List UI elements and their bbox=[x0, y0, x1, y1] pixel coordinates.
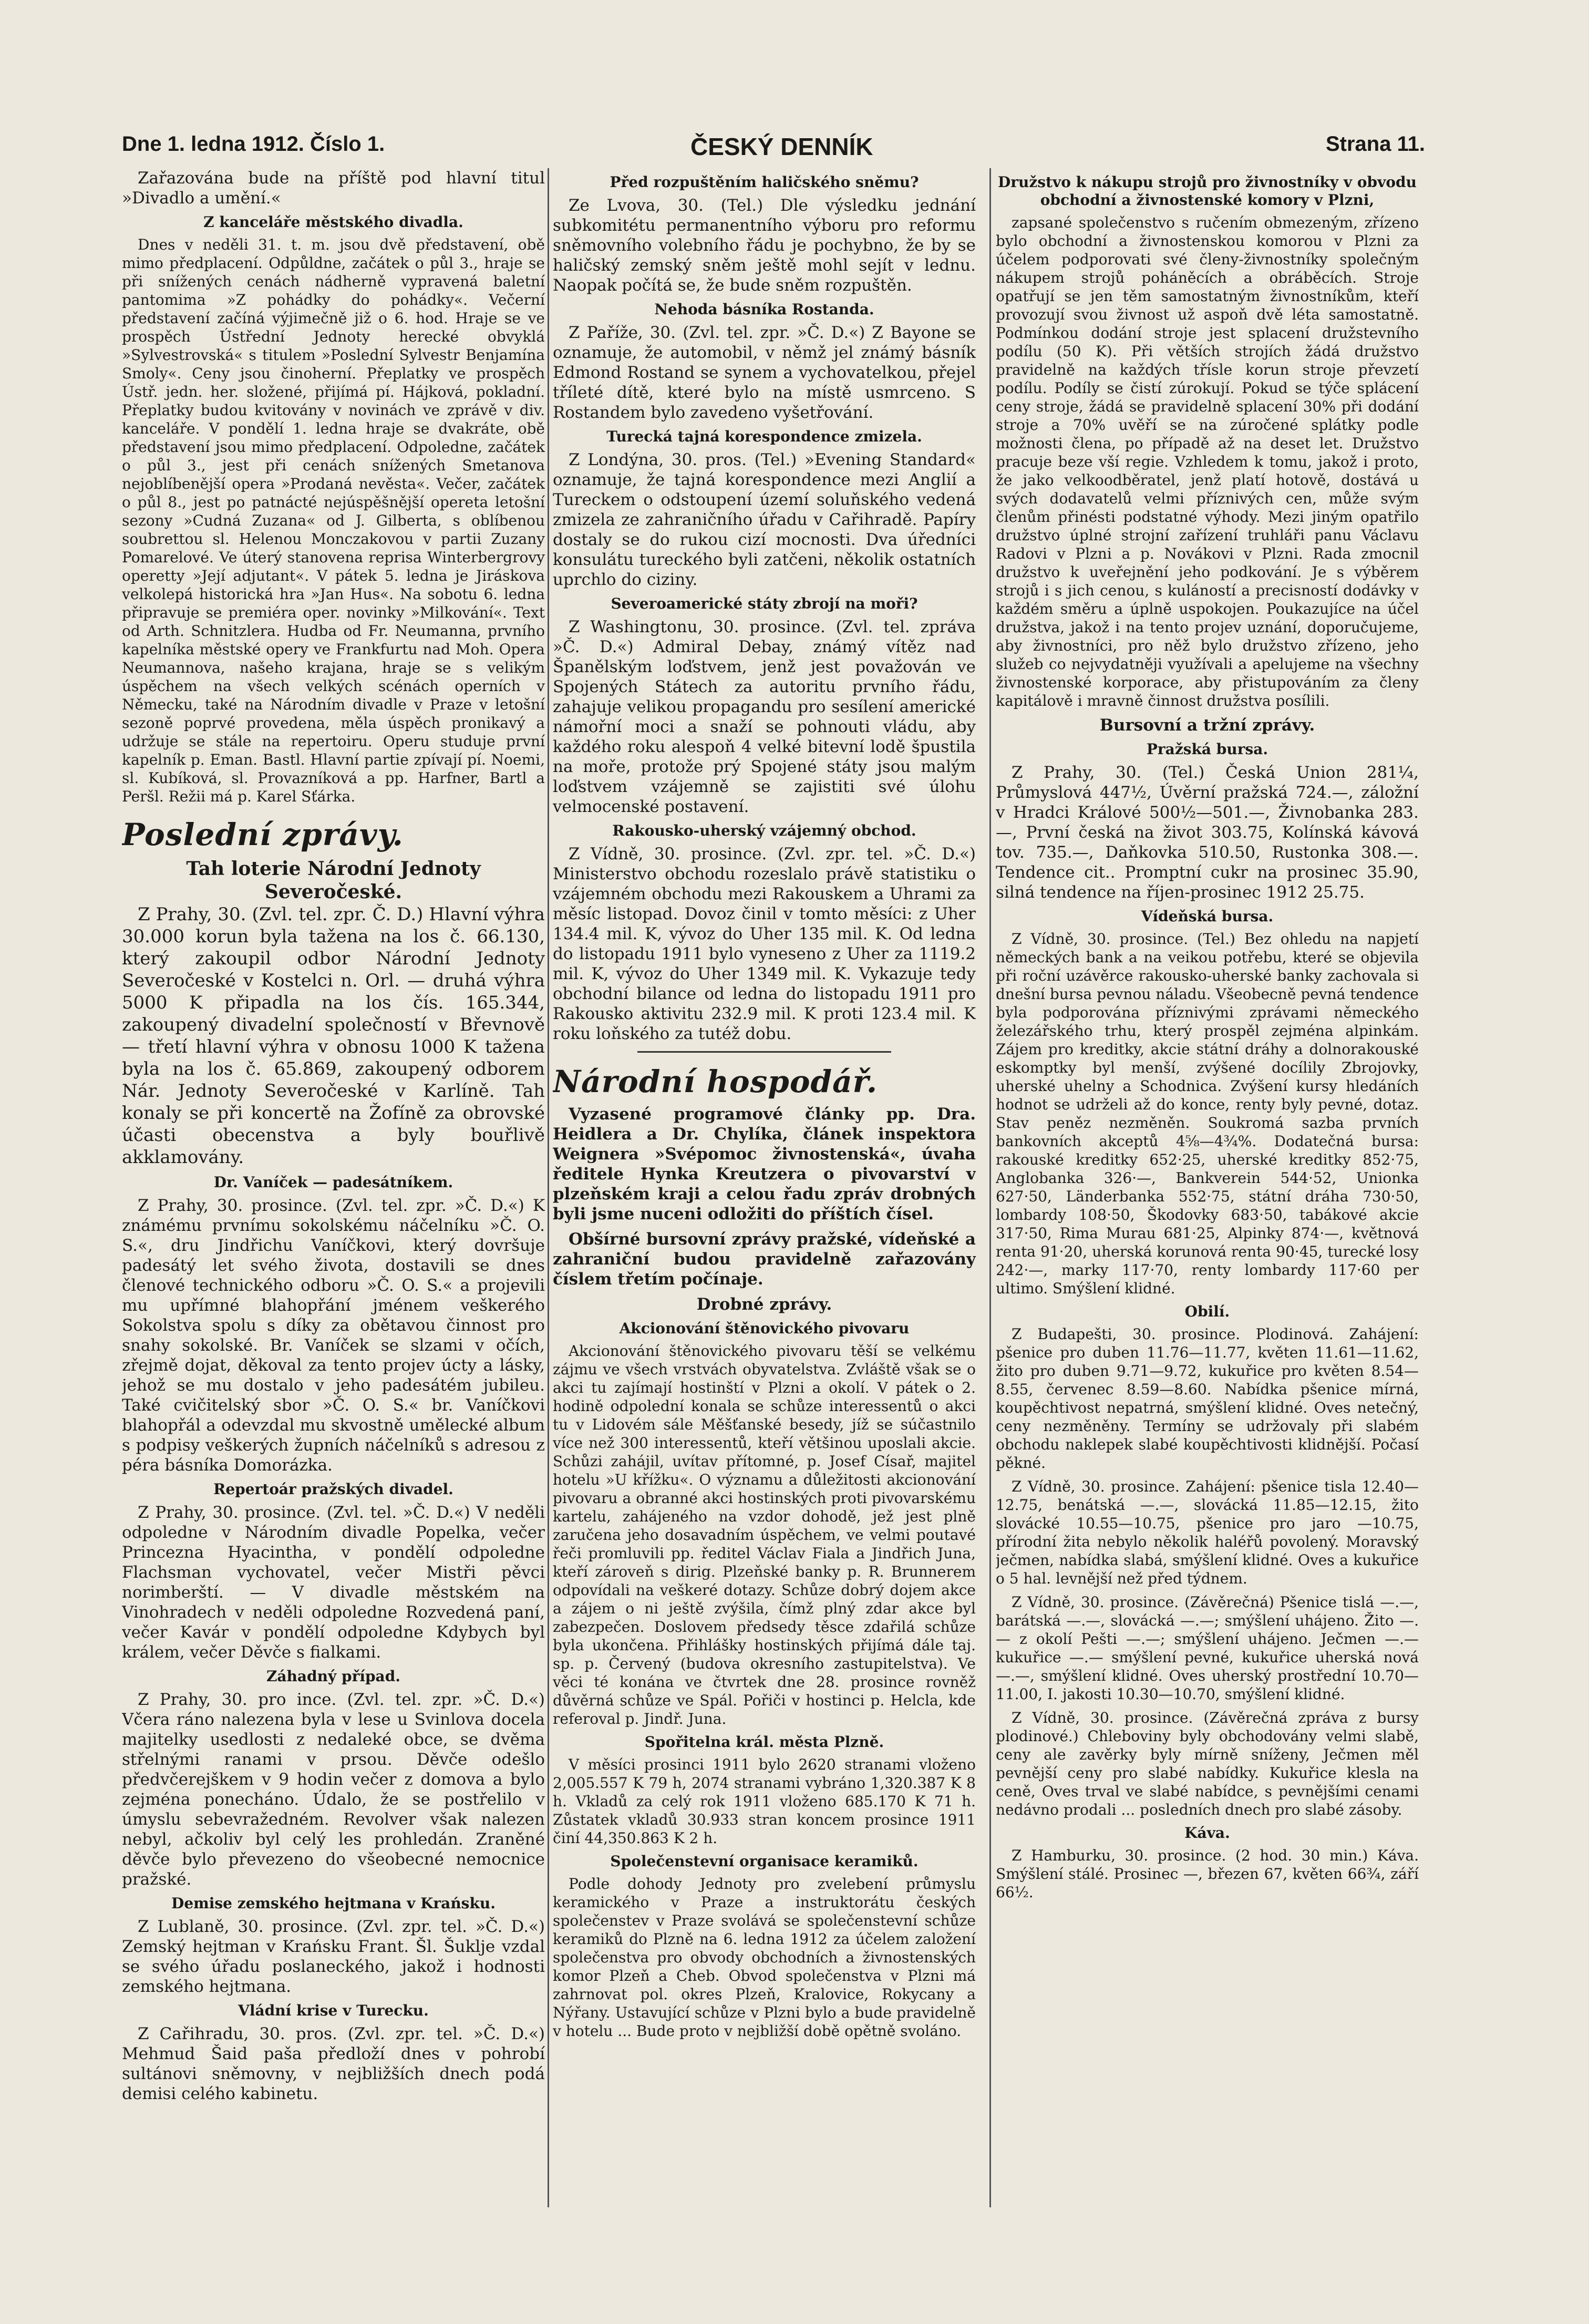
article-body: Z Lublaně, 30. prosince. (Zvl. zpr. tel. »Č. D.«) Zemský hejtman v Krańsku Frant. Šl. Šuklje vzdal se svého úřadu poslaneckého, jakož i hodnosti zemského hejtmana. bbox=[122, 1917, 545, 1996]
article-body: Podle dohody Jednoty pro zvelebení průmyslu keramického v Praze a instruktorátu českých společenstev v Praze svolává se společenstevní schůze keramiků do Plzně na 6. ledna 1912 za účelem založení společenstva pro obvody obchodních a živnostenských komor Plzeň a Cheb. Obvod společenstva v Plzni má zahrnovat pol. okres Plzeň, Kralovice, Rokycany a Nýřany. Ustavující schůze v Plzni bylo a bude pravidelně v hotelu ... Bude proto v nejbližší době opětně svoláno. bbox=[553, 1875, 976, 2040]
article-body: Z Vídně, 30. prosince. (Zvl. zpr. tel. »Č. D.«) Ministerstvo obchodu rozeslalo právě statistiku o vzájemném obchodu mezi Rakouskem a Uhrami za měsíc listopad. Dovoz činil v tomto měsíci: z Uher 134.4 mil. K, vývoz do Uher 135 mil. K. Od ledna do listopadu 1911 bylo vyneseno z Uher za 1119.2 mil. K, vývoz do Uher 1349 mil. K. Vykazuje tedy obchodní bilance od ledna do listopadu 1911 pro Rakousko aktivitu 232.9 mil. K proti 123.4 mil. K roku loňského za tutéž dobu. bbox=[553, 845, 976, 1043]
article-body: zapsané společenstvo s ručením obmezeným, zřízeno bylo obchodní a živnostenskou komorou v Plzni za účelem podporovati své členy-živnostníky společným nákupem strojů poháněcích a obráběcích. Stroje opatřují se jen těm samostatným živnostníkům, kteří provozují svou živnost už aspoň dvě léta samostatně. Podmínkou dodání stroje jest splacení družstevního podílu (50 K). Při větších strojích žádá družstvo pravidelně na každých třísle korun stroje převzetí podílu. Podíly se čistí zúrokují. Pokud se týče splácení ceny stroje, žádá se pravidelně splacení 30% při dodání stroje a 70% uvěří se na zúročené splátky podle možnosti člena, po případě až na deset let. Družstvo pracuje beze vší regie. Vzhledem k tomu, jakož i proto, že jako velkoodběratel, jenž platí hotově, dostává u svých dodavatelů velmi příznivých cen, může svým členům přinésti podstatné výhody. Mezi jiným opatřilo družstvo úplné strojní zařízení truhláři panu Václavu Radovi v Plzni a p. Novákovi v Plzni. Rada zmocnil družstvo k uveřejnění jeho podkování. Je s výběrem strojů i s jich cenou, s kuláností a precisností dodávky v každém směru a úplně uspokojen. Poukazujíce na účel družstva, jakož i na tento projev uznání, doporučujeme, aby živnostníci, pro něž bylo družstvo zřízeno, jeho služeb co nejvydatněji využívali a apelujeme na všechny živnostenské korporace, aby přistupováním za členy kapitálově i mravně činnost družstva posílili. bbox=[996, 214, 1419, 709]
article-heading: Vládní krise v Turecku. bbox=[238, 2002, 429, 2019]
article-heading: Turecká tajná korespondence zmizela. bbox=[606, 428, 922, 445]
article-body: Z Prahy, 30. pro ince. (Zvl. tel. zpr. »Č. D.«) Včera ráno nalezena byla v lese u Svinlova docela majitelky usedlosti z nedaleké obce, se dvěma střelnými ranami v prsou. Děvče odešlo předvčerejškem v 9 hodin večer z domova a bylo zejména ponecháno. Údalo, že se postřelilo v úmyslu sebevražedném. Revolver však nalezen nebyl, ačkoliv byl celý les prohledán. Zraněné děvče bylo převezeno do všeobecné nemocnice pražské. bbox=[122, 1690, 545, 1889]
article-body: Dnes v neděli 31. t. m. jsou dvě představení, obě mimo předplacení. Odpůldne, začátek o půl 3., hraje se při snížených cenách nádherně vypravená baletní pantomima »Z pohádky do pohádky«. Večerní představení začíná výjimečně již o 6. hod. Hraje se ve prospěch Ústřední Jednoty herecké obvyklá »Sylvestrovská« s titulem »Poslední Sylvestr Benjamína Smoly«. Ceny jsou činoherní. Přeplatky ve prospěch Ústř. jedn. her. složené, přijímá pí. Hájková, pokladní. Přeplatky budou kvitovány v novinách ve zprávě v div. kanceláře. V pondělí 1. ledna hraje se dvakráte, obě představení jsou mimo předplacení. Odpoledne, začátek o půl 3., jest při cenách snížených Smetanova nejoblíbenější opera »Prodaná nevěsta«. Večer, začátek o půl 8., jest po patnácté nejúspěšnější opereta letošní sezony »Cudná Zuzana« od J. Gilberta, s oblíbenou soubrettou sl. Helenou Monczakovou v partii Zuzany Pomarelové. Ve úterý stanovena reprisa Winterbergrovy operetty »Její adjutant«. V pátek 5. ledna je Jiráskova velkolepá historická hra »Jan Hus«. Na sobotu 6. ledna připravuje se premiéra oper. novinky »Milkování«. Text od Arth. Schnitzlera. Hudba od Fr. Neumanna, prvního kapelníka městské opery ve Frankfurtu nad Moh. Opera Neumannova, našeho krajana, hraje se s velikým úspěchem na všech velkých scénách operních v Německu, také na Národním divadle v Praze v letošní sezoně poprvé provedena, měla úspěch pronikavý a udržuje se stále na repertoiru. Operu studuje první kapelník p. Eman. Bastl. Hlavní partie zpívají pí. Noemi, sl. Kubíková, sl. Provazníková a pp. Harfner, Bartl a Peršl. Režii má p. Karel Sťárka. bbox=[122, 236, 545, 805]
article-heading: Družstvo k nákupu strojů pro živnostníky v obvodu obchodní a živnostenské komory v Plzni, bbox=[998, 173, 1417, 209]
article-heading: Před rozpuštěním haličského sněmu? bbox=[610, 173, 919, 191]
page-number: Strana 11. bbox=[1325, 132, 1425, 156]
article-heading: Nehoda básníka Rostanda. bbox=[654, 301, 874, 318]
editorial-note: Vyzasené programové články pp. Dra. Heidlera a Dr. Chylíka, článek inspektora Weignera »Svépomoc živnostenská«, úvaha ředitele Hynka Kreutzera o pivovarství v plzeňském kraji a celou řadu zpráv drobných byli jsme nuceni odložiti do příštích čísel. bbox=[553, 1105, 976, 1223]
article-body: Z Vídně, 30. prosince. Zahájení: pšenice tisla 12.40—12.75, benátská —.—, slovácká 11.85—12.15, žito slovácké 10.55—10.75, pšenice pro jaro —10.75, přírodní žita nebylo několik haléřů povolený. Moravský ječmen, nabídka slabá, smýšlení klidné. Oves a kukuřice o 5 hal. levnější než před týdnem. bbox=[996, 1478, 1419, 1587]
article-body: Z Washingtonu, 30. prosince. (Zvl. tel. zpráva »Č. D.«) Admiral Debay, známý vítěz nad Španělským loďstvem, jenž jest považován ve Spojených Státech za autoritu prvního řádu, zahajuje velikou propagandu pro sesílení americké námořní moci a snaží se pohnouti vládu, aby každého roku alespoň 4 velké bitevní lodě špustila na moře, protože prý Spojené státy jsou malým loďstvem vzájemně se zajistiti své úlohu velmocenské postavení. bbox=[553, 618, 976, 816]
column-middle bbox=[553, 168, 976, 2244]
article-heading: Drobné zprávy. bbox=[696, 1295, 832, 1314]
editorial-note: Obšírné bursovní zprávy pražské, vídeňské a zahraniční budou pravidelně zařazovány číslem třetím počínaje. bbox=[553, 1230, 976, 1289]
issue-date: Dne 1. ledna 1912. Číslo 1. bbox=[122, 132, 385, 156]
column-right bbox=[996, 168, 1419, 2244]
article-heading: Rakousko-uherský vzájemný obchod. bbox=[612, 822, 916, 839]
article-body: Z Prahy, 30. prosince. (Zvl. tel. »Č. D.«) V neděli odpoledne v Národním divadle Popelka, večer Princezna Hyacintha, v pondělí odpoledne Flachsman vychovatel, večer Mistři pěvci norimberští. — V divadle městském na Vinohradech v neděli odpoledne Rozvedená paní, večer Kavár v pondělí odpoledne Kdybych byl králem, večer Děvče s fialkami. bbox=[122, 1503, 545, 1662]
article-body: Z Budapešti, 30. prosince. Plodinová. Zahájení: pšenice pro duben 11.76—11.77, květen 11.61—11.62, žito pro duben 9.71—9.72, kukuřice pro květen 8.54—8.55, červenec 8.59—8.60. Nabídka pšenice mírná, koupěchtivost nepatrná, smýšlení klidné. Oves netečný, ceny nezměněny. Termíny se udržovaly při slabém obchodu naklepek slabé koupěchtivosti klidnější. Počasí pěkné. bbox=[996, 1325, 1419, 1472]
article-body: Z Cařihradu, 30. pros. (Zvl. zpr. tel. »Č. D.«) Mehmud Šaid paša předloží dnes v pohrobí sultánovi sněmovny, v nejbližších dnech podá demisi celého kabinetu. bbox=[122, 2024, 545, 2103]
article-heading: Z kanceláře městského divadla. bbox=[203, 213, 463, 231]
article-body: Z Londýna, 30. pros. (Tel.) »Evening Standard« oznamuje, že tajná korespondence mezi Anglií a Tureckem o odstoupení území soluňského vedená zmizela ze zahraničního úřadu v Cařihradě. Papíry dostaly se do rukou cizí mocnosti. Dva úředníci konsulátu tureckého byli zatčeni, několik ostatních uprchlo do ciziny. bbox=[553, 450, 976, 589]
article-body: Z Vídně, 30. prosince. (Závěrečná zpráva z bursy plodinové.) Chleboviny byly obchodovány velmi slabě, ceny ale zavěrky byly mírně sníženy, Ječmen měl pevnější ceny pro slabé nabídky. Kukuřice klesla na ceně, Oves trval ve slabé nabídce, s pevnějšími cenami nedávno prodali ... posledních dnech pro slabé zásoby. bbox=[996, 1709, 1419, 1818]
article-heading: Káva. bbox=[1184, 1824, 1230, 1842]
article-body: Z Paříže, 30. (Zvl. tel. zpr. »Č. D.«) Z Bayone se oznamuje, že automobil, v němž jel známý básník Edmond Rostand se synem a vychovatelkou, přejel tříleté dítě, které bylo na místě usmrceno. S Rostandem bylo zavedeno vyšetřování. bbox=[553, 323, 976, 422]
section-heading: Bursovní a tržní zprávy. bbox=[1099, 716, 1315, 735]
column-divider bbox=[989, 168, 991, 2207]
article-body: Z Hamburku, 30. prosince. (2 hod. 30 min.) Káva. Smýšlení stálé. Prosinec —, březen 67, květen 66¾, září 66½. bbox=[996, 1847, 1419, 1901]
article-body: Akcionování štěnovického pivovaru těší se velkému zájmu ve všech vrstvách obyvatelstva. Zvláště však se o akci tu zajímají hostinští v Plzni a okolí. V pátek o 2. hodině odpolední konala se schůze interessentů o akci tu v Lidovém sále Měšťanské besedy, jíž se súčastnilo více než 300 interessentů, kteří většinou uposlali akcie. Schůzi zahájil, uvítav přítomné, p. Josef Císař, majitel hotelu »U křížku«. O významu a důležitosti akcionování pivovaru a obranné akci hostinských proti pivovarskému kartelu, zahájeného na vzdor dohodě, jež jest plně zaručena jeho dosavadním úspěchem, ve velmi poutavé řeči promluvili pp. ředitel Václav Fiala a Jindřich Juna, kteří zároveň s dirig. Plzeňské banky p. R. Brunnerem odpovídali na veškeré dotazy. Schůze dobrý dojem akce a zájem o ni ještě zvýšila, čímž plný zdar akce byl zabezpečen. Doslovem předsedy těsce zdařilá schůze byla ukončena. Přihlášky hostinských přijímá dále taj. sp. p. Červený (budova okresního zastupitelstva). Ve věci té konána ve čtvrtek dne 28. prosince rovněž důvěrná schůze ve Spál. Pořiči v hostinci p. Helcla, kde referoval p. Jindř. Juna. bbox=[553, 1342, 976, 1727]
article-body: Z Vídně, 30. prosince. (Závěrečná) Pšenice tislá —.—, barátská —.—, slovácká —.—; smýšlení uhájeno. Žito —.— z okolí Pešti —.—; smýšlení uhájeno. Ječmen —.— kukuřice —.— smýšlení pevné, kukuřice uherská nová —.—, smýšlení klidné. Oves uherský prostřední 10.70—11.00, I. jakosti 10.30—10.70, smýšlení klidné. bbox=[996, 1593, 1419, 1703]
article-heading: Akcionování štěnovického pivovaru bbox=[619, 1320, 910, 1337]
article-body: Z Prahy, 30. (Zvl. tel. zpr. Č. D.) Hlavní výhra 30.000 korun byla tažena na los č. 66.130, který zakoupil odbor Národní Jednoty Severočeské v Kostelci n. Orl. — druhá výhra 5000 K připadla na los čís. 165.344, zakoupený divadelní společností v Břevnově — třetí hlavní výhra v obnosu 1000 K tažena byla na los č. 65.869, zakoupený odborem Nár. Jednoty Severočeské v Karlíně. Tah konaly se při koncertě na Žofíně za obrovské účasti obecenstva a byly bouřlivě akklamovány. bbox=[122, 904, 545, 1168]
article-heading: Společenstevní organisace keramiků. bbox=[610, 1853, 919, 1870]
article-heading: Repertoár pražských divadel. bbox=[213, 1480, 453, 1498]
article-body: V měsíci prosinci 1911 bylo 2620 stranami vloženo 2,005.557 K 79 h, 2074 stranami vybráno 1,320.387 K 8 h. Vkladů za celý rok 1911 vloženo 685.170 K 71 h. Zůstatek vkladů 30.933 stran koncem prosince 1911 činí 44,350.863 K 2 h. bbox=[553, 1756, 976, 1847]
masthead-title: ČESKÝ DENNÍK bbox=[690, 133, 873, 160]
article-heading: Tah loterie Národní Jednoty Severočeské. bbox=[186, 858, 481, 903]
page-header bbox=[122, 126, 1425, 163]
column-left bbox=[122, 168, 545, 2239]
article-heading: Spořitelna král. města Plzně. bbox=[644, 1733, 884, 1751]
article-heading: Vídeňská bursa. bbox=[1141, 908, 1274, 925]
article-body: Z Prahy, 30. prosince. (Zvl. tel. zpr. »Č. D.«) K známému prvnímu sokolskému náčelníku »Č. O. S.«, dru Jindřichu Vaníčkovi, který dovršuje padesátý let svého života, dostavili se dnes členové technického odboru »Č. O. S.« a projevili mu upřímné blahopřání jménem veškerého Sokolstva spolu s díky za obětavou činnost pro snahy sokolské. Br. Vaníček se slzami v očích, zřejmě dojat, děkoval za tento projev úcty a lásky, jehož se mu dostalo v jeho padesátém jubileu. Také cvičitelský sbor »Č. O. S.« br. Vaníčkovi blahopřál a odevzdal mu skvostně umělecké album s podpisy veškerých župních náčelníků s adresou z péra básníka Domorázka. bbox=[122, 1196, 545, 1475]
article-heading: Demise zemského hejtmana v Krańsku. bbox=[171, 1895, 496, 1912]
article-body: Z Prahy, 30. (Tel.) Česká Union 281¼, Průmyslová 447½, Úvěrní pražská 724.—, záložní v Hradci Králové 500½—501.—, Živnobanka 283.—, První česká na život 303.75, Kolínská kávová tov. 735.—, Daňkovka 510.50, Rustonka 308.—. Tendence cit.. Promptní cukr na prosinec 35.90, silná tendence na říjen-prosinec 1912 25.75. bbox=[996, 763, 1419, 902]
separator bbox=[637, 1051, 891, 1053]
article-heading: Pražská bursa. bbox=[1146, 741, 1268, 758]
article-intro: Zařazována bude na příště pod hlavní titul »Divadlo a umění.« bbox=[122, 169, 545, 208]
article-heading: Obilí. bbox=[1184, 1303, 1230, 1320]
article-body: Z Vídně, 30. prosince. (Tel.) Bez ohledu na napjetí německých bank a na veikou potřebu, které se objevila při roční uzávěrce rakousko-uherské banky zachovala si dnešní bursa pevnou náladu. Všeobecně pevná tendence byla podporována příznivými zprávami německého železářského trhu, který prospěl zejména alpinkám. Zájem pro kreditky, akcie státní dráhy a dolnorakouské eskomptky byl menší, zvýšené docílily Zbrojovky, uherské uhelny a Schodnica. Zvýšení kursy hledáních hodnot se udrželi až do konce, renty byly pevné, dotaz. Stav peněz nezměněn. Soukromá sazba prvních bankovních akceptů 4⅝—4¾%. Dodatečná bursa: rakouské kreditky 652·25, uherské kreditky 852·75, Anglobanka 326·—, Bankverein 544·52, Unionka 627·50, Länderbanka 552·75, státní dráha 730·50, lombardy 108·50, Škodovky 683·50, tabákové akcie 317·50, Rima Murau 681·25, Alpinky 874·—, květnová renta 91·20, uherská korunová renta 90·45, turecké losy 242·—, marky 117·70, renty lombardy 117·60 per ultimo. Smýšlení klidné. bbox=[996, 930, 1419, 1297]
column-divider bbox=[548, 168, 549, 2207]
section-title: Národní hospodář. bbox=[553, 1064, 878, 1099]
article-heading: Dr. Vaníček — padesátníkem. bbox=[213, 1174, 453, 1191]
article-heading: Záhadný případ. bbox=[266, 1668, 401, 1685]
article-heading: Severoamerické státy zbrojí na moři? bbox=[611, 595, 918, 612]
article-body: Ze Lvova, 30. (Tel.) Dle výsledku jednání subkomitétu permanentního výboru pro reformu sněmovního volebního řádu je pochybno, že by se haličský zemský sněm ještě mohl sejít v lednu. Naopak počítá se, že bude sněm rozpuštěn. bbox=[553, 196, 976, 295]
section-title: Poslední zprávy. bbox=[122, 817, 404, 852]
